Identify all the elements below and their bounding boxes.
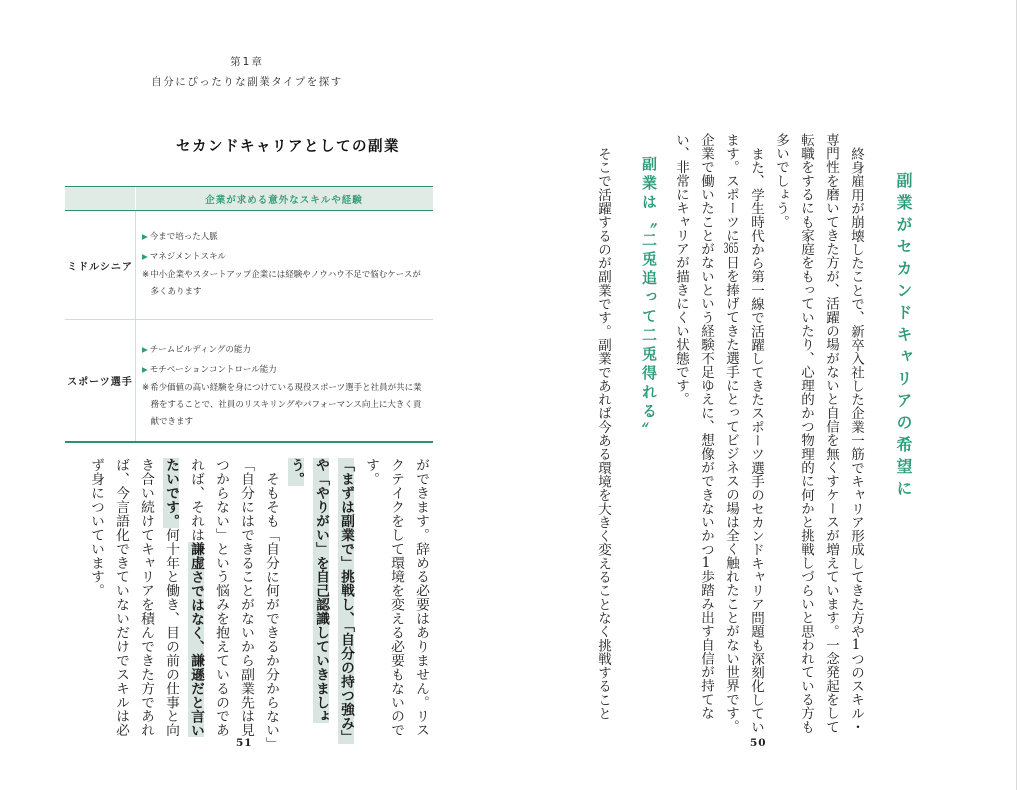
bullet-triangle-icon: ▶ xyxy=(142,232,148,241)
paragraph xyxy=(768,133,868,735)
left-page-body-text xyxy=(83,458,433,745)
list-item-text: チームビルディングの能力 xyxy=(149,345,251,355)
paragraph xyxy=(668,133,768,735)
chapter-label: 第1章 xyxy=(230,56,264,68)
row-content xyxy=(135,320,433,441)
paragraph xyxy=(590,133,615,735)
table-row xyxy=(65,320,433,443)
list-item-text: マネジメントスキル xyxy=(149,252,226,262)
row-label: スポーツ選手 xyxy=(67,377,133,388)
sub-heading xyxy=(639,133,659,735)
chapter-title: 自分にぴったりな副業タイプを探す xyxy=(151,76,343,88)
reference-mark-icon: ※ xyxy=(142,270,150,280)
table-row xyxy=(65,211,433,320)
highlighted-text: 「まずは副業で」挑戦し、「自分の持つ強み」や「やりがい」を自己認識していきましょう。 xyxy=(288,458,354,745)
bullet-triangle-icon: ▶ xyxy=(142,365,148,374)
bullet-triangle-icon: ▶ xyxy=(142,345,148,354)
text-segment: そもそも「自分に何ができるか分からない」「自分にはできることがないから副業先は見つからない」という悩みを抱えているのであれば、それは xyxy=(188,458,279,744)
text-segment: 何十年と働き、目の前の仕事と向き合い続けてキャリアを積んできた方であれば、今言語化できていないだけでスキルは必ず身についています。 xyxy=(88,458,179,737)
note-item-text: 希少価値の高い経験を身につけている現役スポーツ選手と社員が共に業務をすることで、社員のリスキリングやパフォーマンス向上に大きく貢献できます xyxy=(150,383,422,427)
running-header xyxy=(97,54,397,89)
list-item xyxy=(142,340,429,360)
list-item-text: モチベーションコントロール能力 xyxy=(149,365,277,375)
highlighted-text: 謙虚さではなく、謙遜だと言いたいです。 xyxy=(163,458,204,738)
row-label: ミドルシニア xyxy=(67,261,133,273)
list-item-text: 今まで培った人脈 xyxy=(149,232,218,242)
paragraph xyxy=(283,458,358,745)
upright-digits: 1 xyxy=(701,556,711,570)
list-item xyxy=(142,247,429,267)
note-item xyxy=(142,380,429,431)
text-segment: ができます。辞める必要はありません。リスクテイクをして環境を変える必要もないのです。 xyxy=(363,458,429,737)
upright-digits: 1 xyxy=(851,637,861,652)
text-segment: 副業は〝二兎追って二兎得れる〟 xyxy=(640,156,658,441)
list-item xyxy=(142,227,429,247)
upright-digits: 365 xyxy=(723,242,739,256)
table-header-row xyxy=(65,186,433,211)
note-item-text: 中小企業やスタートアップ企業には経験やノウハウ不足で悩むケースが多くあります xyxy=(150,270,421,297)
section-title: セカンドキャリアとしての副業 xyxy=(176,139,400,155)
text-segment: そこで活躍するのが副業です。副業であれば今ある環境を大きく変えることなく挑戦すること xyxy=(595,146,611,720)
text-segment: 歩踏み出す自信が持てない、非常にキャリアが描きにくい状態です。 xyxy=(673,133,714,720)
text-segment: 日を捧げてきた選手にとってビジネスの場は全く触れたことがない世界です。企業で働いたことがないという経験不足ゆえに、想像ができないかつ xyxy=(698,133,739,734)
page-number-left: 51 xyxy=(236,737,253,749)
text-segment: つのスキル・専門性を磨いてきた方が、活躍の場がないと自信を無くすケースが増えています。一念発起をして転職をするにも家庭をもっていたり、心理的かつ物理的に何かと挑戦しづらいと思われている方も多いでしょう。 xyxy=(773,133,864,734)
right-page-body-text xyxy=(590,133,868,735)
paragraph xyxy=(358,458,433,745)
page-number-right: 50 xyxy=(750,737,767,749)
text-segment: また、学生時代から第一線で活躍してきたスポーツ選手のセカンドキャリア問題も深刻化しています。スポーツに xyxy=(723,133,764,734)
paragraph xyxy=(83,458,283,745)
list-item xyxy=(142,360,429,380)
page-edge-line xyxy=(1016,0,1017,790)
note-item xyxy=(142,267,429,301)
reference-mark-icon: ※ xyxy=(142,383,150,393)
table-header-title: 企業が求める意外なスキルや経験 xyxy=(205,194,363,206)
text-segment: 終身雇用が崩壊したことで、新卒入社した企業一筋でキャリア形成してきた方や xyxy=(848,146,864,638)
right-page-main-title: 副業がセカンドキャリアの希望に xyxy=(894,172,913,502)
row-content xyxy=(135,211,433,319)
skills-table xyxy=(65,186,433,443)
bullet-triangle-icon: ▶ xyxy=(142,252,148,261)
